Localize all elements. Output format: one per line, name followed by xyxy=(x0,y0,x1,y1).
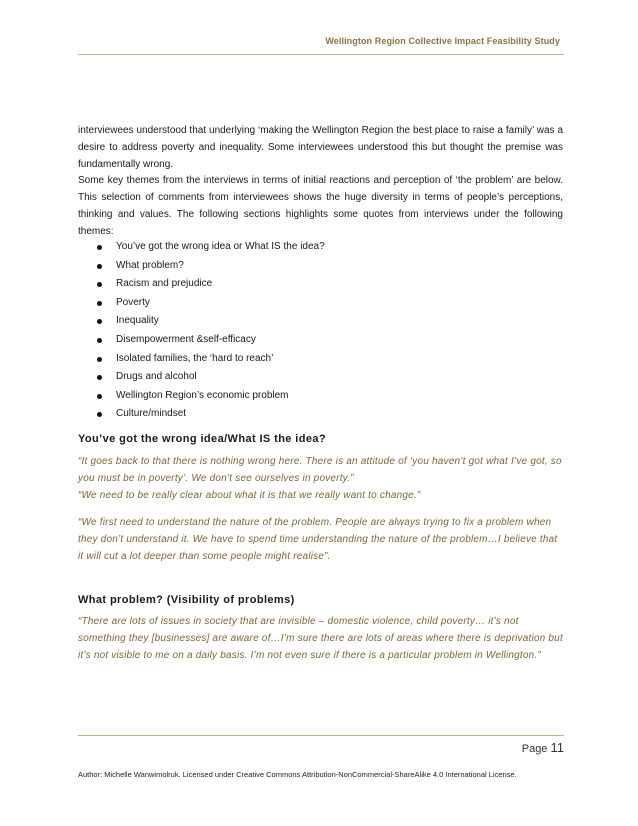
theme-list-item: Inequality xyxy=(96,312,325,331)
page-number-value: 11 xyxy=(550,740,564,755)
author-license-line: Author: Michelle Wanwimolruk. Licensed under Creative Commons Attribution-NonCommercial-ShareAlike 4.0 International License. xyxy=(78,770,517,779)
theme-list-item: Poverty xyxy=(96,294,325,313)
section-heading: What problem? (Visibility of problems) xyxy=(78,594,295,606)
theme-list-item: Drugs and alcohol xyxy=(96,368,325,387)
interview-quote: “We need to be really clear about what it is that we really want to change.” xyxy=(78,490,421,501)
section-heading: You’ve got the wrong idea/What IS the idea? xyxy=(78,433,327,445)
interview-quote: “We first need to understand the nature of the problem. People are always trying to fix a problem when they don’t understand it. We have to spend time understanding the nature of the problem…I believe that it will cut a lot deeper than some people might realise”. xyxy=(78,517,558,562)
page-number xyxy=(522,740,564,755)
theme-list-item: Culture/mindset xyxy=(96,405,325,424)
theme-list-item: You’ve got the wrong idea or What IS the idea? xyxy=(96,238,325,257)
body-paragraph: Some key themes from the interviews in terms of initial reactions and perception of ‘the problem’ are below. This selection of comments from interviewees shows the huge diversity in terms of people’s perceptions, thinking and values. The following sections highlights some quotes from interviews under the following themes: xyxy=(78,175,563,237)
theme-list-item: Wellington Region’s economic problem xyxy=(96,387,325,406)
interview-quote: “It goes back to that there is nothing wrong here. There is an attitude of ‘you haven’t got what I’ve got, so you must be in poverty’. We don’t see ourselves in poverty.” xyxy=(78,456,562,484)
interview-quote: “There are lots of issues in society that are invisible – domestic violence, child poverty… it’s not something they [businesses] are aware of…I’m sure there are lots of areas where there is deprivation but it’s not visible to me on a daily basis. I’m not even sure if there is a particular problem in Wellington.” xyxy=(78,616,563,661)
running-header-title: Wellington Region Collective Impact Feasibility Study xyxy=(325,36,560,46)
header-divider xyxy=(78,54,564,55)
page-label: Page xyxy=(521,743,548,755)
body-paragraph: interviewees understood that underlying ‘making the Wellington Region the best place to raise a family’ was a desire to address poverty and inequality. Some interviewees understood this but thought the premise was fundamentally wrong. xyxy=(78,125,563,170)
footer-divider xyxy=(78,735,564,736)
theme-list-item: Disempowerment &self-efficacy xyxy=(96,331,325,350)
theme-list-item: What problem? xyxy=(96,257,325,276)
themes-bullet-list xyxy=(96,238,325,424)
theme-list-item: Racism and prejudice xyxy=(96,275,325,294)
theme-list-item: Isolated families, the ‘hard to reach’ xyxy=(96,350,325,369)
